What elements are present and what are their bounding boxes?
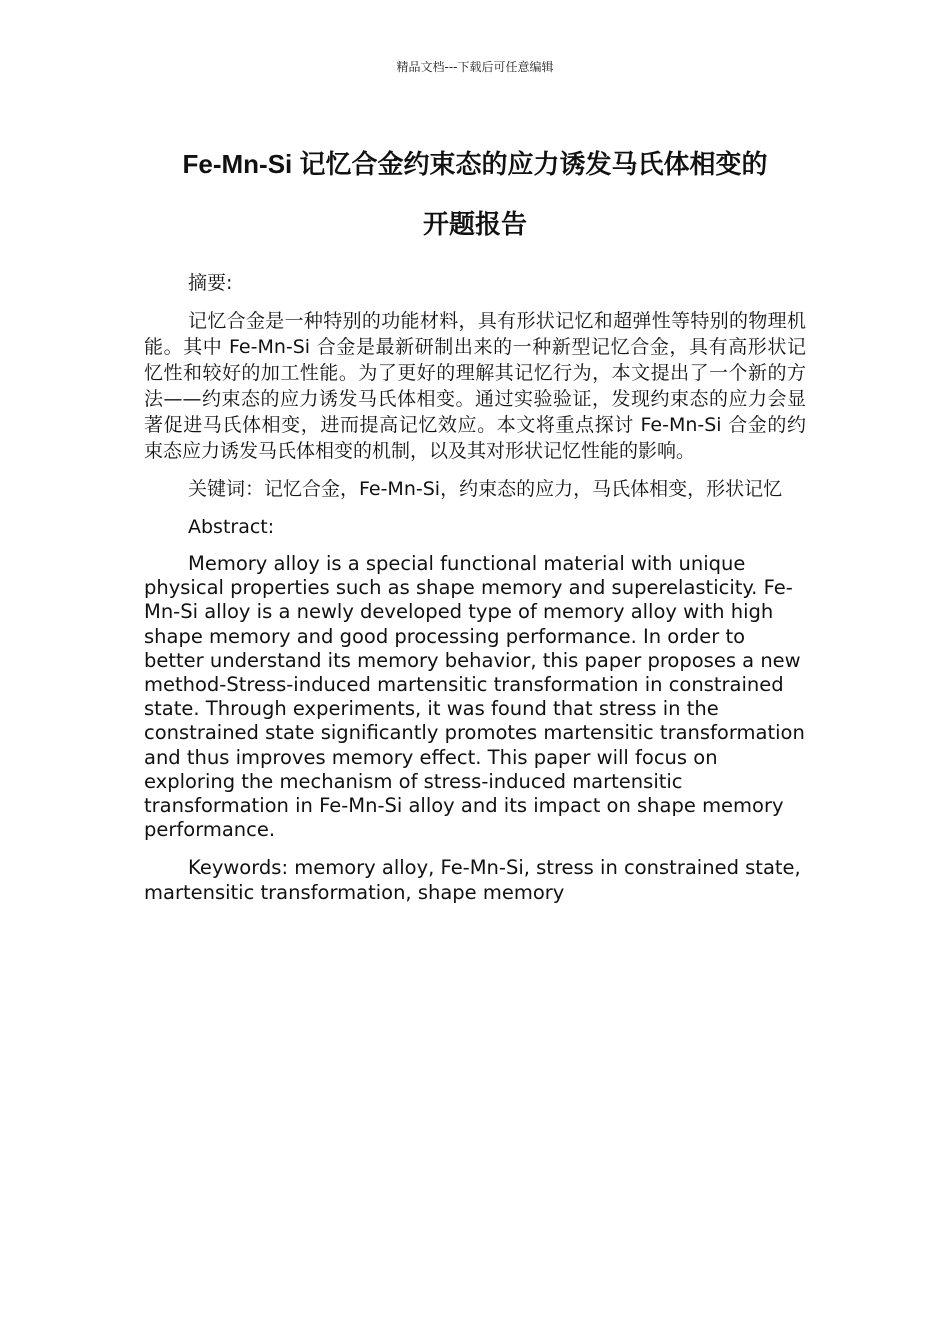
- abstract-cn-text: 记忆合金是一种特别的功能材料，具有形状记忆和超弹性等特别的物理机能。其中 Fe-Mn-Si 合金是最新研制出来的一种新型记忆合金，具有高形状记忆性和较好的加工性能。为了更好的理解其记忆行为，本文提出了一个新的方法——约束态的应力诱发马氏体相变。通过实验验证，发现约束态的应力会显著促进马氏体相变，进而提高记忆效应。本文将重点探讨 Fe-Mn-Si 合金的约束态应力诱发马氏体相变的机制，以及其对形状记忆性能的影响。: [144, 310, 806, 462]
- keywords-en: Keywords: memory alloy, Fe-Mn-Si, stress in constrained state, martensitic transformation, shape memory: [144, 856, 801, 904]
- document-title: [100, 134, 850, 254]
- document-body: [144, 270, 806, 919]
- abstract-cn-label: 摘要:: [188, 272, 233, 294]
- keywords-cn: 关键词：记忆合金，Fe-Mn-Si，约束态的应力，马氏体相变，形状记忆: [188, 478, 783, 500]
- title-line-2: 开题报告: [422, 209, 527, 239]
- abstract-en-text: Memory alloy is a special functional material with unique physical properties such as shape memory and superelasticity. Fe-Mn-Si alloy is a newly developed type of memory alloy with high shape memory and good processing performance. In order to better understand its memory behavior, this paper proposes a new method-Stress-induced martensitic transformation in constrained state. Through experiments, it was found that stress in the constrained state significantly promotes martensitic transformation and thus improves memory effect. This paper will focus on exploring the mechanism of stress-induced martensitic transformation in Fe-Mn-Si alloy and its impact on shape memory performance.: [144, 552, 805, 842]
- title-line-1: Fe-Mn-Si 记忆合金约束态的应力诱发马氏体相变的: [182, 149, 768, 179]
- abstract-en-label: Abstract:: [188, 516, 275, 538]
- header-note: 精品文档---下载后可任意编辑: [396, 60, 554, 74]
